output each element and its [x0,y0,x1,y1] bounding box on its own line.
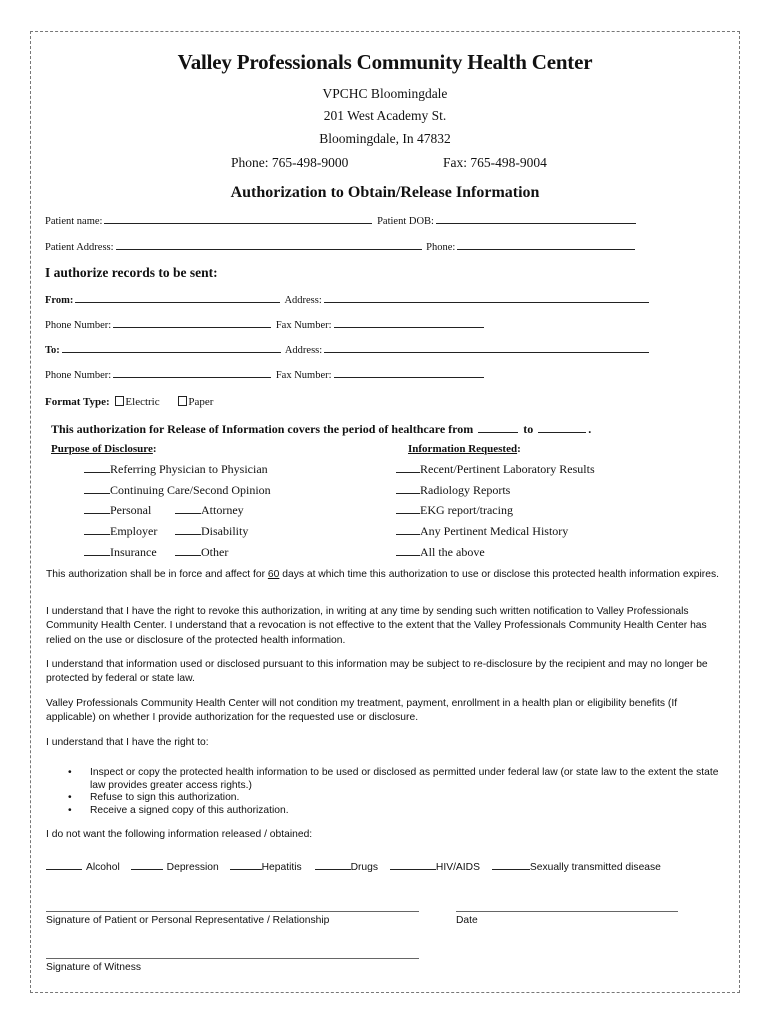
from-phone-field[interactable] [113,318,271,328]
purpose-item[interactable]: Referring Physician to Physician [84,462,268,477]
info-item[interactable]: Radiology Reports [396,483,510,498]
from-field[interactable] [75,293,280,303]
patient-signature-label: Signature of Patient or Personal Representative / Relationship [46,915,330,926]
patient-phone-field[interactable] [457,240,635,250]
period-to-field[interactable] [538,423,586,433]
from-address-label: Address: [284,295,322,306]
date-label: Date [456,915,478,926]
patient-phone-label: Phone: [426,242,456,253]
info-item[interactable]: Any Pertinent Medical History [396,524,568,539]
exclusions-intro: I do not want the following information released / obtained: [46,829,313,840]
clinic-name: VPCHC Bloomingdale [322,86,448,101]
info-item[interactable]: Recent/Pertinent Laboratory Results [396,462,595,477]
purpose-item[interactable]: Continuing Care/Second Opinion [84,483,271,498]
to-field[interactable] [62,343,281,353]
purpose-item[interactable]: Personal [84,503,151,518]
witness-signature-line[interactable] [46,958,419,959]
patient-dob-label: Patient DOB: [377,216,434,227]
exclusion-alcohol[interactable]: Alcohol [46,862,120,873]
rights-list [46,767,726,817]
redisclosure-paragraph: I understand that information used or disclosed pursuant to this information may be subject to re-disclosure by the recipient and may no longer be protected by federal or state law. [46,659,708,685]
period-from-field[interactable] [478,423,518,433]
revoke-paragraph: I understand that I have the right to revoke this authorization, in writing at any time by sending such written notification to Valley Professionals Community Health Center. I understand that a revocation is not effective to the extent that the Valley Professionals Community Health Center has relied on the use or disclosure of the protected health information. [46,606,707,646]
patient-name-row [45,214,638,227]
exclusion-hiv[interactable]: HIV/AIDS [390,862,480,873]
format-row [45,396,213,408]
from-address-field[interactable] [324,293,649,303]
list-item: • Inspect or copy the protected health information to be used or disclosed as permitted under federal law (or state law to the extent the state law provides greater access rights.) [68,767,719,791]
to-fax-field[interactable] [334,368,484,378]
exclusion-std[interactable]: Sexually transmitted disease [492,862,661,873]
clinic-city: Bloomingdale, In 47832 [319,131,451,146]
to-phone-label: Phone Number: [45,370,112,381]
electric-checkbox[interactable] [115,396,124,406]
clinic-fax: Fax: 765-498-9004 [443,155,547,170]
paper-checkbox[interactable] [178,396,187,406]
to-address-label: Address: [284,345,323,356]
purpose-item[interactable]: Employer [84,524,157,539]
format-paper-option[interactable]: Paper [178,396,213,408]
to-row [45,343,651,356]
clinic-street: 201 West Academy St. [323,108,447,123]
purpose-item[interactable]: Other [175,545,228,560]
patient-name-label: Patient name: [45,216,103,227]
patient-address-field[interactable] [116,240,422,250]
info-heading: Information Requested: [408,443,521,455]
to-phone-field[interactable] [113,368,271,378]
list-item: • Refuse to sign this authorization. [68,792,240,803]
to-address-field[interactable] [324,343,649,353]
date-line[interactable] [456,911,678,912]
clinic-phone: Phone: 765-498-9000 [231,155,349,170]
form-title: Authorization to Obtain/Release Information [230,184,540,201]
patient-name-field[interactable] [104,214,372,224]
exclusion-hepatitis[interactable]: Hepatitis [230,862,302,873]
page-title: Valley Professionals Community Health Center [177,50,593,74]
from-row [45,293,651,306]
witness-signature-label: Signature of Witness [46,962,142,973]
from-fax-field[interactable] [334,318,484,328]
to-contact-row [45,368,486,381]
patient-address-label: Patient Address: [45,242,114,253]
purpose-heading: Purpose of Disclosure: [51,443,157,455]
exclusions-row [46,860,661,873]
records-heading: I authorize records to be sent: [45,265,218,280]
purpose-item[interactable]: Attorney [175,503,244,518]
purpose-item[interactable]: Insurance [84,545,157,560]
period-text: This authorization for Release of Information covers the period of healthcare from [51,422,474,436]
list-item: • Receive a signed copy of this authorization. [68,804,289,816]
exclusion-drugs[interactable]: Drugs [315,862,378,873]
to-label: To: [45,345,60,356]
format-electric-option[interactable]: Electric [115,396,159,408]
from-fax-label: Fax Number: [275,320,332,331]
patient-address-row [45,240,637,253]
rights-intro: I understand that I have the right to: [46,737,209,748]
to-fax-label: Fax Number: [275,370,332,381]
from-contact-row [45,318,486,331]
condition-paragraph: Valley Professionals Community Health Center will not condition my treatment, payment, enrollment in a health plan or eligibility benefits (If applicable) on whether I provide authorization for the requested use or disclosure. [46,698,678,724]
info-item[interactable]: All the above [396,545,485,560]
info-item[interactable]: EKG report/tracing [396,503,513,518]
force-days: 60 [267,569,280,580]
patient-signature-line[interactable] [46,911,419,912]
purpose-item[interactable]: Disability [175,524,248,539]
force-paragraph: This authorization shall be in force and affect for 60 days at which time this authorization to use or disclose this protected health information expires. [46,569,719,580]
from-label: From: [45,295,74,306]
exclusion-depression[interactable]: Depression [131,862,219,873]
format-label: Format Type: [45,396,110,408]
patient-dob-field[interactable] [436,214,636,224]
period-to-label: to [523,422,534,436]
period-row: This authorization for Release of Information covers the period of healthcare from to . [51,422,592,436]
from-phone-label: Phone Number: [45,320,112,331]
